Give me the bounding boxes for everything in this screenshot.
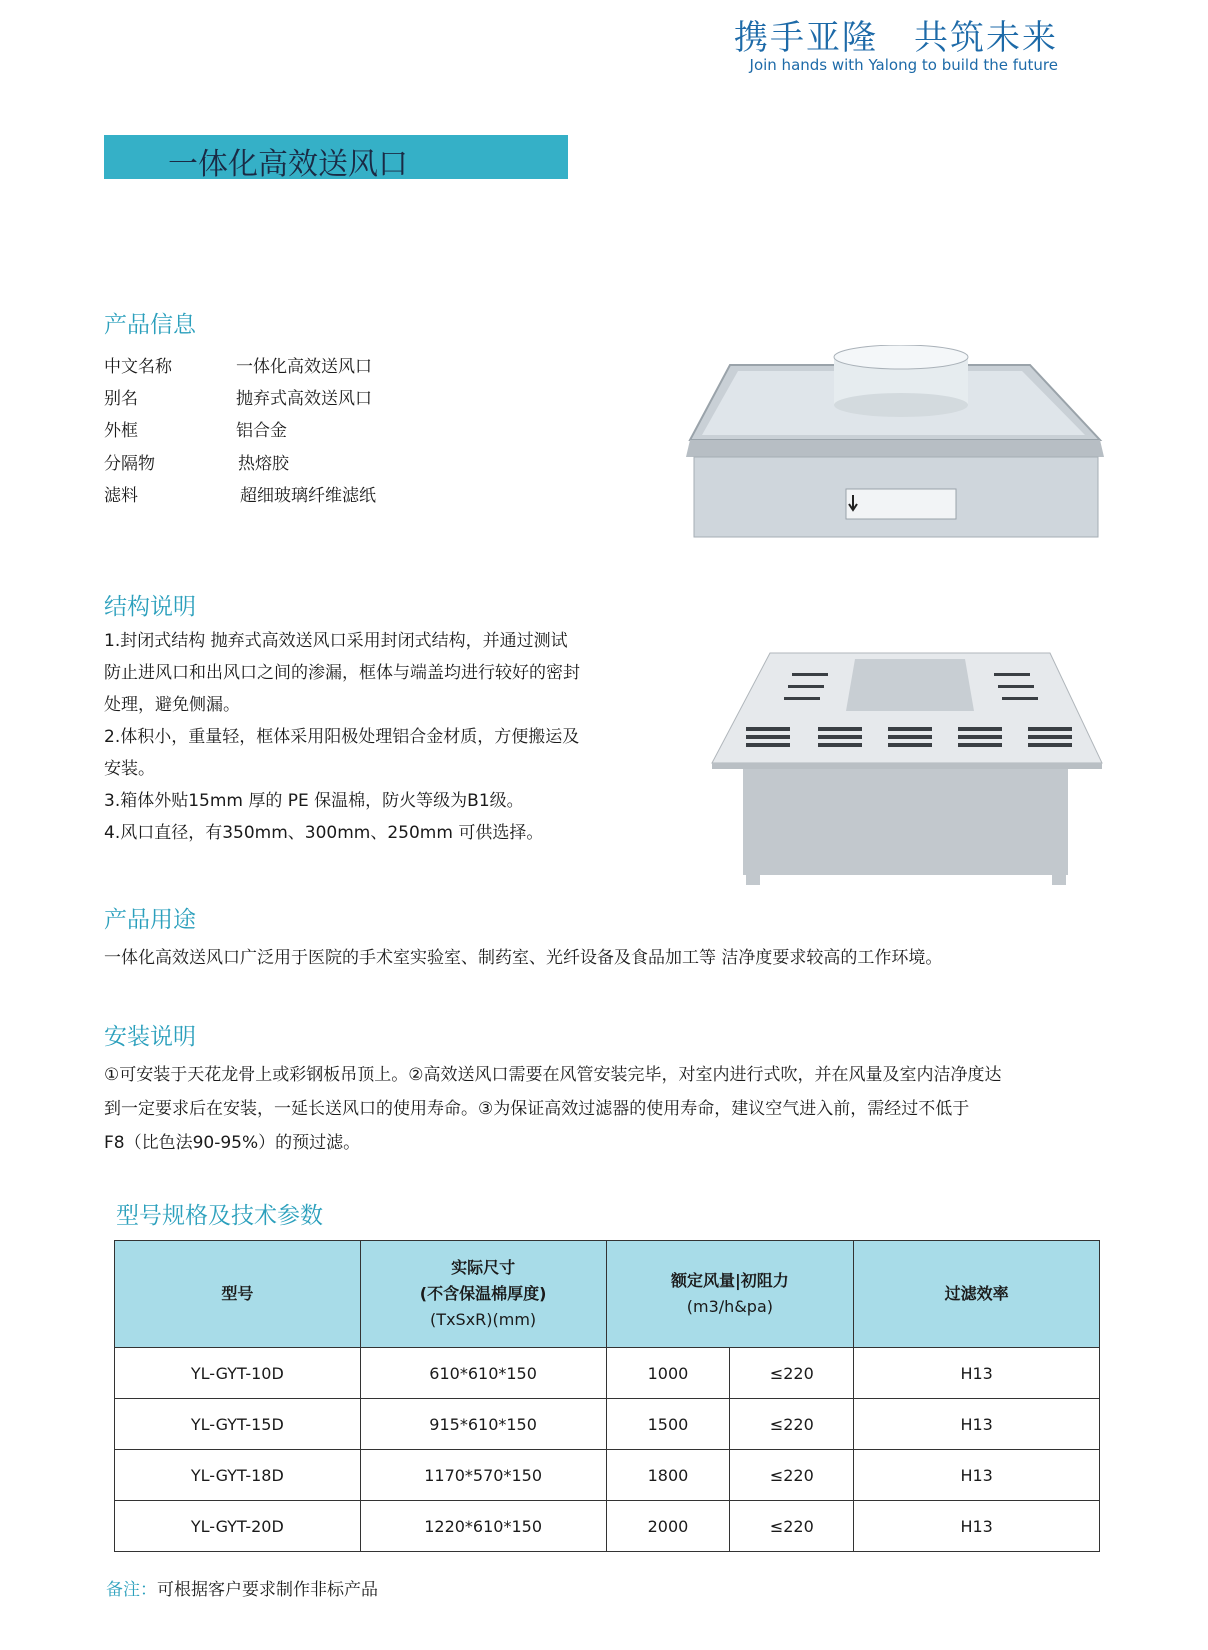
cell-model: YL-GYT-20D — [115, 1501, 361, 1552]
box-frame-edge — [686, 440, 1104, 457]
header-model: 型号 — [115, 1241, 361, 1348]
install-text — [104, 1058, 1114, 1160]
spec-heading: 型号规格及技术参数 — [116, 1203, 323, 1229]
note — [106, 1575, 378, 1600]
info-label: 别名 — [104, 389, 138, 409]
cell-flow: 1800 — [606, 1450, 730, 1501]
info-value: 抛弃式高效送风口 — [236, 389, 372, 409]
cell-resistance: ≤220 — [730, 1399, 854, 1450]
info-value: 一体化高效送风口 — [236, 357, 372, 377]
duct-collar-base — [834, 393, 968, 417]
info-label: 中文名称 — [104, 357, 172, 377]
cell-size: 1220*610*150 — [360, 1501, 606, 1552]
info-label: 滤料 — [104, 486, 138, 506]
install-heading: 安装说明 — [104, 1024, 196, 1050]
table-row — [115, 1450, 1100, 1501]
structure-text — [104, 625, 664, 849]
cell-size: 1170*570*150 — [360, 1450, 606, 1501]
header-size-line: (不含保温棉厚度) — [419, 1284, 547, 1303]
header-flow — [606, 1241, 854, 1348]
box-label — [846, 489, 956, 519]
cell-flow: 2000 — [606, 1501, 730, 1552]
usage-heading: 产品用途 — [104, 907, 196, 933]
header-flow-line: (m3/h&pa) — [686, 1297, 773, 1316]
header-size-line: 实际尺寸 — [451, 1258, 516, 1277]
structure-line: 2.体积小，重量轻，框体采用阳极处理铝合金材质，方便搬运及 — [104, 727, 580, 747]
note-text: 可根据客户要求制作非标产品 — [157, 1580, 378, 1600]
duct-collar-rim — [834, 345, 968, 369]
structure-line: 安装。 — [104, 759, 155, 779]
product-info-heading: 产品信息 — [104, 312, 196, 338]
spec-table — [114, 1240, 1100, 1552]
table-header-row — [115, 1241, 1100, 1348]
table-row — [115, 1501, 1100, 1552]
header-size-line: (TxSxR)(mm) — [430, 1310, 537, 1329]
structure-line: 4.风口直径，有350mm、300mm、250mm 可供选择。 — [104, 823, 544, 843]
page-title: 一体化高效送风口 — [168, 147, 408, 182]
structure-line: 防止进风口和出风口之间的渗漏，框体与端盖均进行较好的密封 — [104, 663, 580, 683]
cell-efficiency: H13 — [854, 1348, 1100, 1399]
slogan-chinese: 携手亚隆 共筑未来 — [734, 18, 1058, 58]
cell-flow: 1000 — [606, 1348, 730, 1399]
structure-line: 处理，避免侧漏。 — [104, 695, 240, 715]
cell-efficiency: H13 — [854, 1399, 1100, 1450]
cell-efficiency: H13 — [854, 1450, 1100, 1501]
install-line: 到一定要求后在安装，一延长送风口的使用寿命。③为保证高效过滤器的使用寿命，建议空气进入前，需经过不低于 — [104, 1099, 970, 1119]
cell-size: 610*610*150 — [360, 1348, 606, 1399]
structure-line: 3.箱体外贴15mm 厚的 PE 保温棉，防火等级为B1级。 — [104, 791, 524, 811]
cell-resistance: ≤220 — [730, 1348, 854, 1399]
install-line: F8（比色法90-95%）的预过滤。 — [104, 1133, 361, 1153]
info-value: 热熔胶 — [238, 454, 289, 474]
table-row — [115, 1348, 1100, 1399]
structure-line: 1.封闭式结构 抛弃式高效送风口采用封闭式结构，并通过测试 — [104, 631, 568, 651]
cell-model: YL-GYT-10D — [115, 1348, 361, 1399]
cell-model: YL-GYT-15D — [115, 1399, 361, 1450]
perforated-panel — [846, 659, 974, 711]
cell-efficiency: H13 — [854, 1501, 1100, 1552]
slogan-english: Join hands with Yalong to build the future — [749, 56, 1058, 74]
install-line: ①可安装于天花龙骨上或彩钢板吊顶上。②高效送风口需要在风管安装完毕，对室内进行式吹，并在风量及室内洁净度达 — [104, 1065, 1002, 1085]
diffuser-foot — [746, 875, 760, 885]
info-label: 分隔物 — [104, 454, 155, 474]
note-label: 备注： — [106, 1580, 157, 1600]
table-row — [115, 1399, 1100, 1450]
cell-flow: 1500 — [606, 1399, 730, 1450]
cell-resistance: ≤220 — [730, 1501, 854, 1552]
diffuser-foot — [1052, 875, 1066, 885]
info-value: 铝合金 — [236, 421, 287, 441]
info-value: 超细玻璃纤维滤纸 — [240, 486, 376, 506]
header-efficiency: 过滤效率 — [854, 1241, 1100, 1348]
diffuser-flange — [712, 763, 1102, 769]
product-photo-diffuser — [710, 645, 1110, 890]
cell-size: 915*610*150 — [360, 1399, 606, 1450]
product-photo-top — [680, 345, 1120, 545]
structure-heading: 结构说明 — [104, 594, 196, 620]
cell-resistance: ≤220 — [730, 1450, 854, 1501]
info-label: 外框 — [104, 421, 138, 441]
header-size — [360, 1241, 606, 1348]
title-bar — [104, 135, 568, 182]
diffuser-box-body — [743, 763, 1068, 875]
usage-text: 一体化高效送风口广泛用于医院的手术室实验室、制药室、光纤设备及食品加工等 洁净度要求较高的工作环境。 — [104, 948, 943, 968]
cell-model: YL-GYT-18D — [115, 1450, 361, 1501]
header-flow-line: 额定风量|初阻力 — [670, 1271, 789, 1290]
